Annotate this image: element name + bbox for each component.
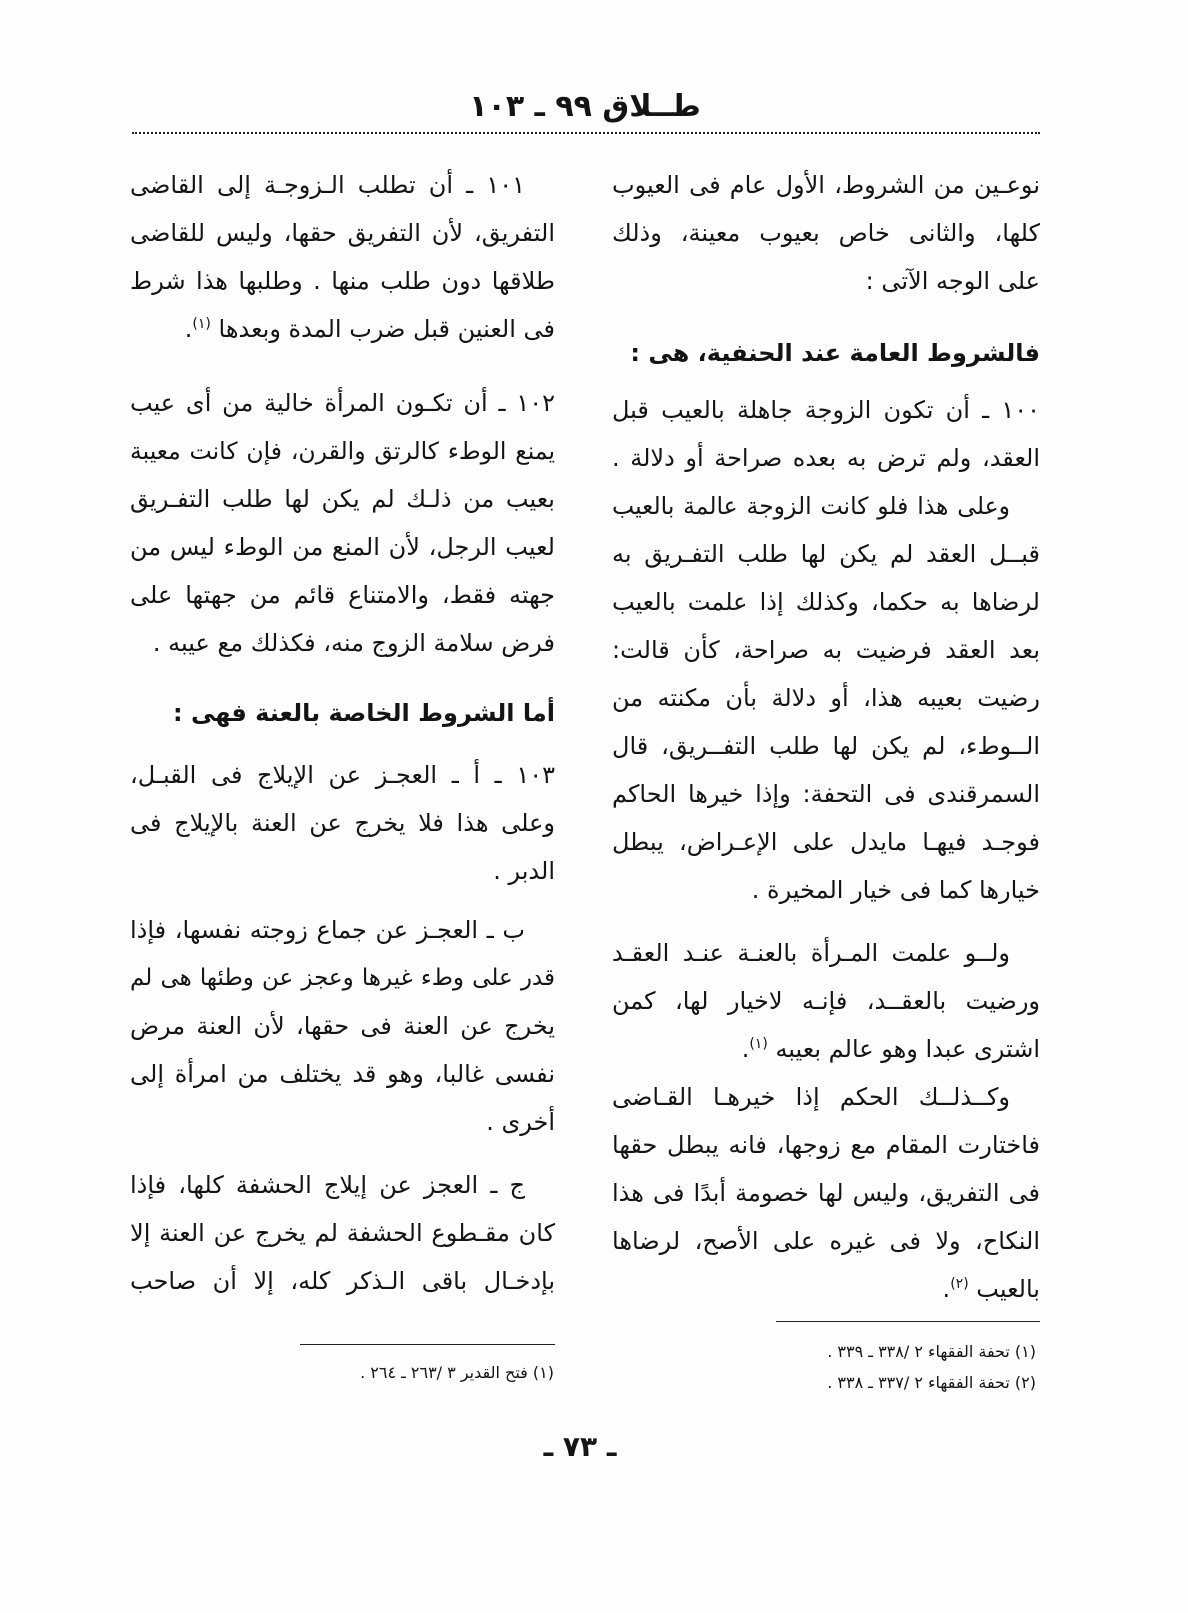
footnote: (١) تحفة الفقهاء ٢ /٣٣٨ ـ ٣٣٩ . — [827, 1342, 1036, 1361]
text-line: العقد، ولم ترض به بعده صراحة أو دلالة . — [612, 444, 1040, 472]
text-line: يخرج عن العنة فى حقها، لأن العنة مرض — [130, 1012, 555, 1040]
text-line: نوعـين من الشروط، الأول عام فى العيوب — [612, 171, 1040, 199]
page-number: ـ ٧٣ ـ — [543, 1430, 617, 1463]
text-line: النكاح، ولا فى غيره على الأصح، لرضاها — [612, 1227, 1040, 1255]
line-punctuation: . — [942, 1275, 951, 1303]
text-line: وعلى هذا فلا يخرج عن العنة بالإيلاج فى — [130, 809, 555, 837]
header-dotted-rule — [132, 132, 1040, 134]
paragraph-103-b — [130, 906, 555, 1146]
heading-text: أما الشروط الخاصة بالعنة فهى : — [173, 699, 555, 727]
text-line: يمنع الوطء كالرتق والقرن، فإن كانت معيبة — [130, 437, 555, 465]
line-punctuation: . — [184, 315, 193, 343]
heading-text: فالشروط العامة عند الحنفية، هى : — [630, 339, 1040, 367]
text-line: وكــذلــك الحكم إذا خيرهـا القـاضى — [612, 1083, 1010, 1111]
section-heading-impotence-conditions — [130, 689, 555, 737]
text-line: لرضاها به حكما، وكذلك إذا علمت بالعيب — [612, 588, 1040, 616]
text-line: خيارها كما فى خيار المخيرة . — [751, 876, 1040, 904]
text-line: الــوطء، لم يكن لها طلب التفــريق، قال — [612, 732, 1040, 760]
footnotes-left — [130, 1357, 554, 1388]
text-line: ب ـ العجـز عن جماع زوجته نفسها، فإذا — [130, 916, 525, 944]
paragraph-103-c — [130, 1161, 555, 1305]
paragraph-103-a — [130, 751, 555, 895]
text-line: ج ـ العجز عن إيلاج الحشفة كلها، فإذا — [130, 1171, 525, 1199]
line-text: بالعيب — [976, 1275, 1040, 1303]
text-line — [130, 305, 555, 353]
line-text: اشترى عبدا وهو عالم بعيبه — [775, 1035, 1040, 1063]
line-punctuation: . — [741, 1035, 750, 1063]
footnote-rule-right — [776, 1321, 1040, 1322]
paragraph-100-continued — [612, 929, 1040, 1313]
paragraph-intro — [612, 161, 1040, 305]
text-line: على الوجه الآتى : — [865, 267, 1040, 295]
paragraph-101 — [130, 161, 555, 353]
text-line — [612, 1265, 1040, 1313]
footnote: (١) فتح القدير ٣ /٢٦٣ ـ ٢٦٤ . — [360, 1363, 554, 1382]
text-line: طلاقها دون طلب منها . وطلبها هذا شرط — [130, 267, 555, 295]
text-line — [612, 1025, 1040, 1073]
text-line: ورضيت بالعقــد، فإنـه لاخيار لها، كمن — [612, 987, 1040, 1015]
line-text: فى العنين قبل ضرب المدة وبعدها — [218, 315, 555, 343]
text-line: فى التفريق، وليس لها خصومة أبدًا فى هذا — [612, 1179, 1040, 1207]
text-line: لعيب الرجل، لأن المنع من الوطء ليس من — [130, 533, 555, 561]
text-line: بإدخـال باقى الـذكر كله، إلا أن صاحب — [130, 1267, 555, 1295]
footnotes-right — [612, 1336, 1036, 1398]
text-line: نفسى غالبا، وهو قد يختلف من امرأة إلى — [130, 1060, 555, 1088]
text-line: رضيت بعيبه هذا، أو دلالة بأن مكنته من — [612, 684, 1040, 712]
text-line: ١٠٢ ـ أن تكـون المرأة خالية من أى عيب — [130, 389, 555, 417]
text-line: التفريق، لأن التفريق حقها، وليس للقاضى — [130, 219, 555, 247]
text-line: السمرقندى فى التحفة: وإذا خيرها الحاكم — [612, 780, 1040, 808]
text-line: فرض سلامة الزوج منه، فكذلك مع عيبه . — [152, 629, 555, 657]
footnote: (٢) تحفة الفقهاء ٢ /٣٣٧ ـ ٣٣٨ . — [827, 1373, 1036, 1392]
running-header: طــلاق ٩٩ ـ ١٠٣ — [469, 89, 701, 124]
text-line: ١٠٠ ـ أن تكون الزوجة جاهلة بالعيب قبل — [612, 396, 1040, 424]
footnote-rule-left — [300, 1344, 555, 1345]
text-line: فاختارت المقام مع زوجها، فانه يبطل حقها — [612, 1131, 1040, 1159]
text-line: الدبر . — [493, 857, 555, 885]
text-line: جهته فقط، والامتناع قائم من جهتها على — [130, 581, 555, 609]
text-line: قبــل العقد لم يكن لها طلب التفـريق به — [612, 540, 1040, 568]
text-line: فوجـد فيهـا مايدل على الإعـراض، يبطل — [612, 828, 1040, 856]
footnote-ref: (٢) — [950, 1276, 969, 1292]
text-line: كان مقـطوع الحشفة لم يخرج عن العنة إلا — [130, 1219, 555, 1247]
text-line: بعد العقد فرضيت به صراحة، كأن قالت: — [612, 636, 1040, 664]
text-line: قدر على وطء غيرها وعجز عن وطئها هى لم — [130, 965, 555, 991]
text-line: بعيب من ذلـك لم يكن لها طلب التفـريق — [130, 485, 555, 513]
text-line: ولــو علمت المـرأة بالعنـة عنـد العقـد — [612, 939, 1010, 967]
footnote-ref: (١) — [192, 316, 211, 332]
text-line: ١٠٣ ـ أ ـ العجـز عن الإيلاج فى القبـل، — [130, 761, 555, 789]
text-line: ١٠١ ـ أن تطلب الـزوجـة إلى القاضى — [130, 171, 525, 199]
footnote-ref: (١) — [749, 1036, 768, 1052]
paragraph-100 — [612, 386, 1040, 914]
section-heading-general-conditions — [612, 329, 1040, 377]
text-line: وعلى هذا فلو كانت الزوجة عالمة بالعيب — [612, 492, 1010, 520]
paragraph-102 — [130, 379, 555, 667]
text-line: أخرى . — [486, 1108, 555, 1136]
text-line: كلها، والثانى خاص بعيوب معينة، وذلك — [612, 219, 1040, 247]
